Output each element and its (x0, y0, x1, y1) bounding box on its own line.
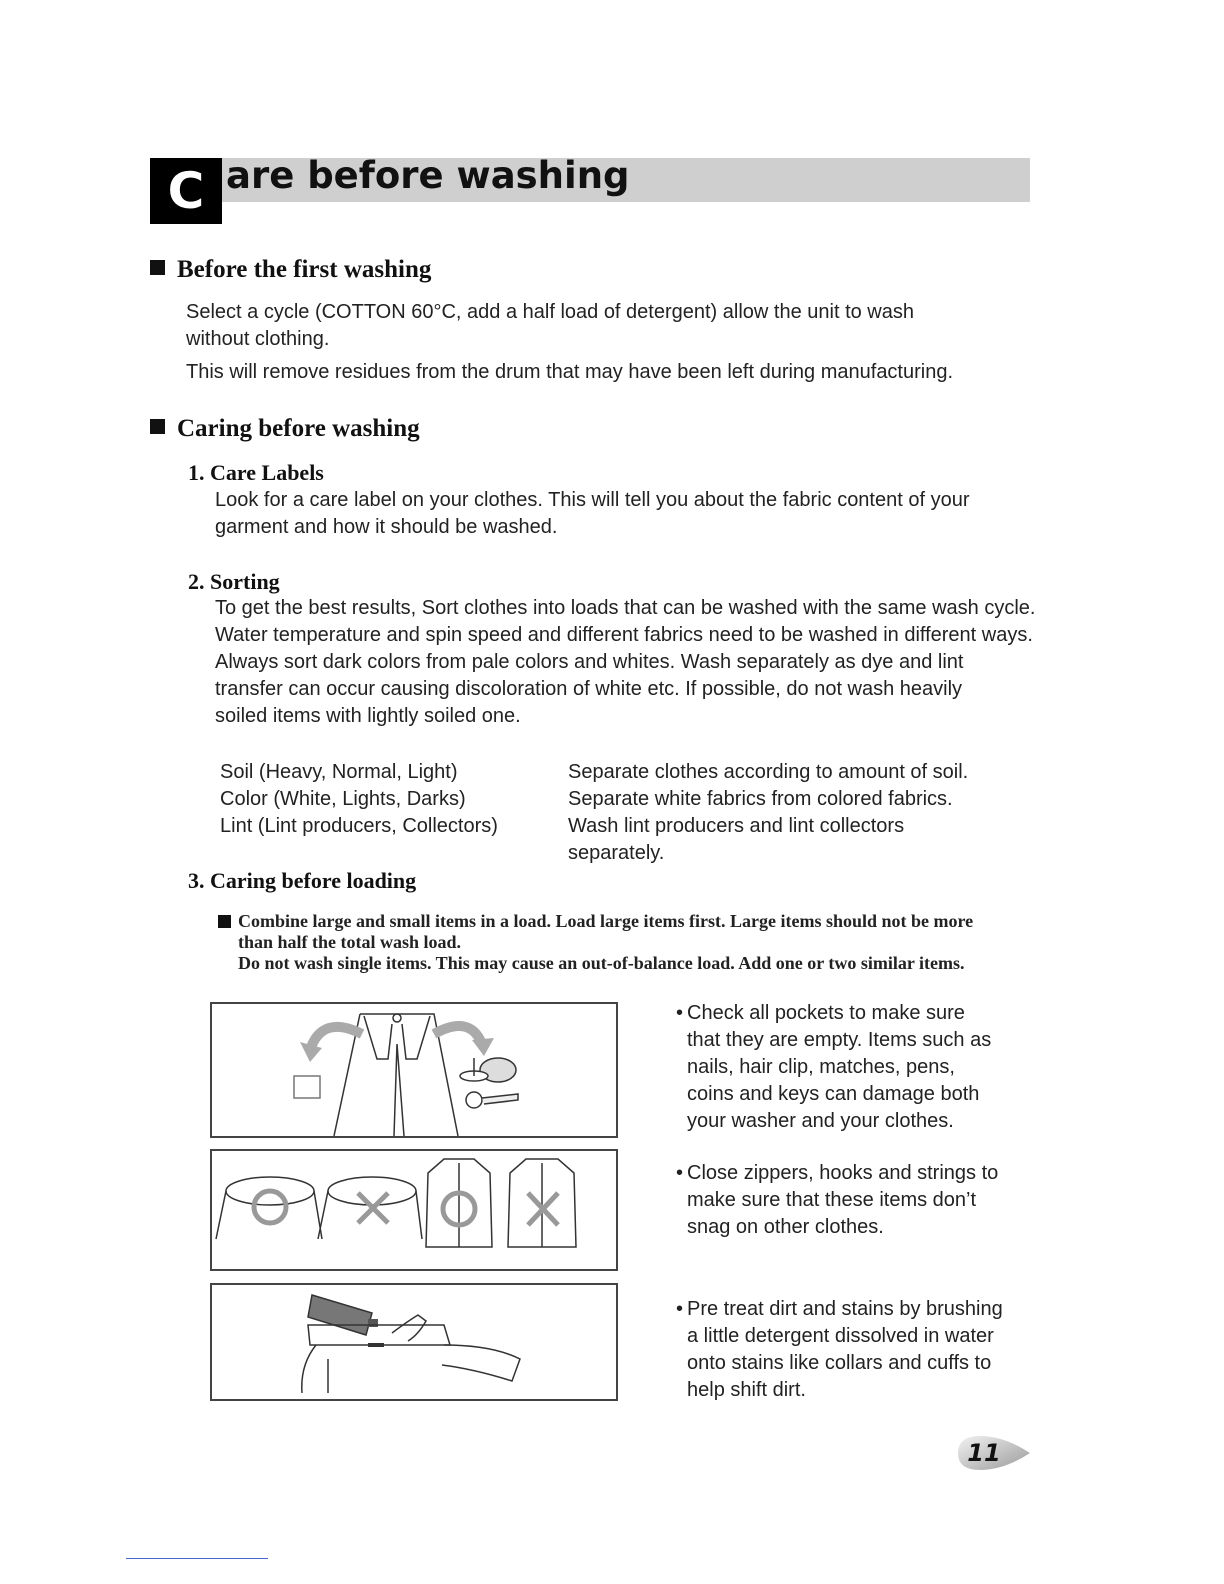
text-line: soiled items with lightly soiled one. (215, 705, 521, 727)
title-initial-block: C (150, 158, 222, 224)
tip-line: Pre treat dirt and stains by brushing (687, 1298, 1003, 1320)
section-heading-caring (150, 415, 420, 443)
tip-line: coins and keys can damage both (687, 1083, 980, 1105)
sort-advice: separately. (568, 842, 665, 864)
tip-line: your washer and your clothes. (687, 1110, 954, 1132)
tip-line: that they are empty. Items such as (687, 1029, 992, 1051)
sort-category: Soil (Heavy, Normal, Light) (220, 761, 458, 783)
footer-line (126, 1558, 268, 1559)
loading-note (218, 911, 1038, 974)
tip-line: nails, hair clip, matches, pens, (687, 1056, 955, 1078)
text-line: Select a cycle (COTTON 60°C, add a half load of detergent) allow the unit to wash (186, 301, 914, 323)
note-line: than half the total wash load. (238, 932, 462, 952)
square-bullet-icon (150, 419, 165, 434)
sorting-advice (568, 759, 968, 867)
text-line: Look for a care label on your clothes. This will tell you about the fabric content of your (215, 489, 970, 511)
subheading-care-labels: 1. Care Labels (188, 460, 324, 485)
tip-line: Close zippers, hooks and strings to (687, 1162, 999, 1184)
pockets-illustration (210, 1002, 618, 1138)
sort-advice: Separate white fabrics from colored fabrics. (568, 788, 953, 810)
bullet-dot: • (676, 1162, 684, 1184)
text-line: Always sort dark colors from pale colors and whites. Wash separately as dye and lint (215, 651, 964, 673)
bullet-dot: • (676, 1002, 684, 1024)
sort-category: Color (White, Lights, Darks) (220, 788, 466, 810)
sort-advice: Wash lint producers and lint collectors (568, 815, 905, 837)
tip-line: onto stains like collars and cuffs to (687, 1352, 992, 1374)
tip-line: make sure that these items don’t (687, 1189, 977, 1211)
first-washing-text (186, 299, 953, 386)
text-line: To get the best results, Sort clothes into loads that can be washed with the same wash cycle. (215, 597, 1036, 619)
trousers-pockets-icon (212, 1004, 616, 1136)
note-line: Combine large and small items in a load. Load large items first. Large items should not be more (238, 911, 974, 931)
detergent-bottle-collar-icon (212, 1285, 616, 1399)
sort-category: Lint (Lint producers, Collectors) (220, 815, 498, 837)
subheading-caring-before-loading: 3. Caring before loading (188, 868, 417, 893)
square-bullet-icon (150, 260, 165, 275)
square-bullet-icon (218, 915, 231, 928)
text-line: garment and how it should be washed. (215, 516, 558, 538)
subheading-sorting: 2. Sorting (188, 569, 280, 594)
tip-pretreat-stains (676, 1296, 1036, 1404)
tip-line: a little detergent dissolved in water (687, 1325, 994, 1347)
section-heading-text: Caring before washing (177, 415, 420, 442)
closed-open-garments-icon (212, 1151, 616, 1269)
tip-line: help shift dirt. (687, 1379, 806, 1401)
fasteners-illustration (210, 1149, 618, 1271)
tip-check-pockets (676, 1000, 1036, 1135)
section-heading-text: Before the first washing (177, 256, 432, 283)
sorting-text (215, 595, 1045, 730)
tip-close-zippers (676, 1160, 1036, 1241)
tip-line: Check all pockets to make sure (687, 1002, 965, 1024)
page-number-badge (954, 1430, 1034, 1476)
section-heading-first-washing (150, 256, 431, 284)
note-line: Do not wash single items. This may cause an out-of-balance load. Add one or two similar items. (238, 953, 965, 973)
text-line: Water temperature and spin speed and different fabrics need to be washed in different ways. (215, 624, 1033, 646)
page-number: 11 (967, 1439, 1001, 1467)
tip-line: snag on other clothes. (687, 1216, 884, 1238)
text-line: This will remove residues from the drum that may have been left during manufacturing. (186, 361, 954, 383)
sorting-categories (220, 759, 498, 840)
text-line: without clothing. (186, 328, 330, 350)
bullet-dot: • (676, 1298, 684, 1320)
text-line: transfer can occur causing discoloration of white etc. If possible, do not wash heavily (215, 678, 963, 700)
pretreat-illustration (210, 1283, 618, 1401)
care-labels-text (215, 487, 970, 541)
page-title: are before washing (226, 154, 630, 197)
sort-advice: Separate clothes according to amount of soil. (568, 761, 969, 783)
